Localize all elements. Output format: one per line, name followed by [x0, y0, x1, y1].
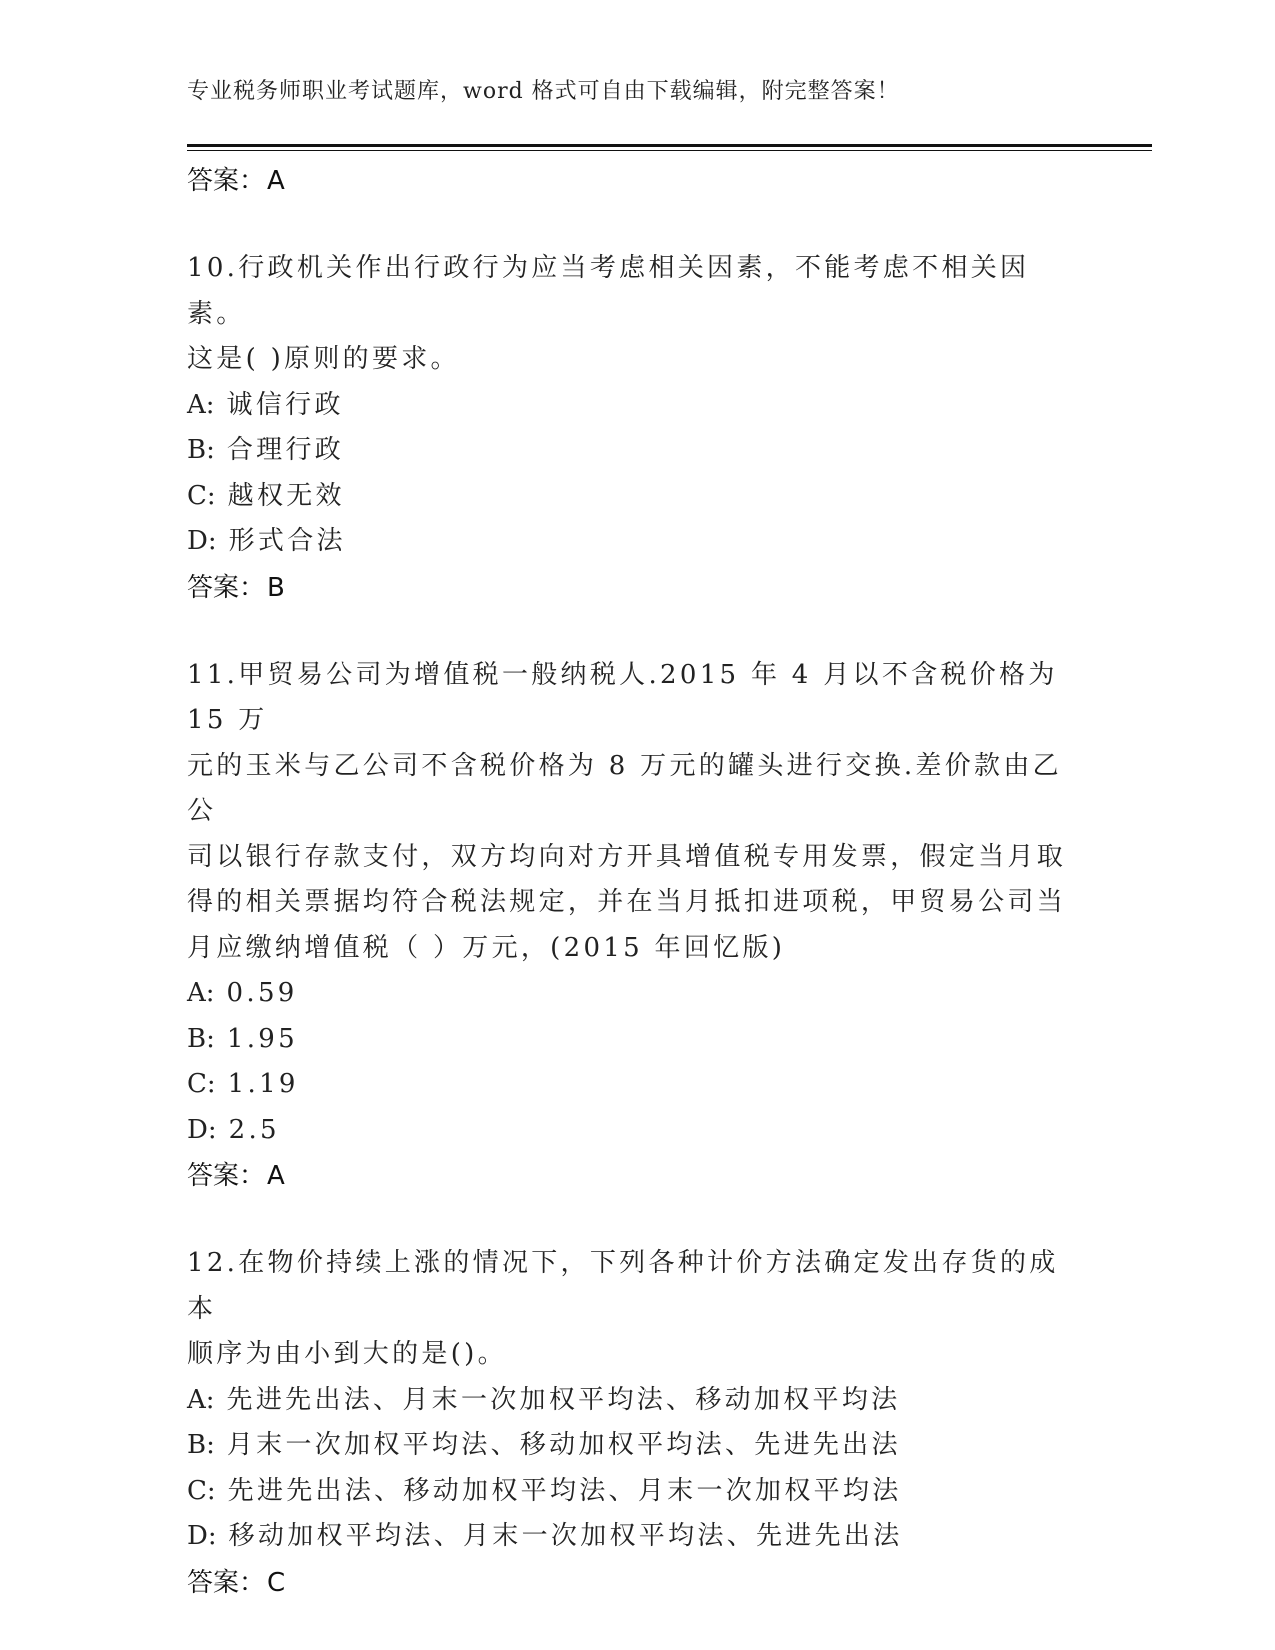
option-c	[187, 474, 1087, 520]
option-d	[187, 519, 1087, 565]
option-text: 合理行政	[226, 435, 345, 465]
answer-label: 答案：	[187, 1161, 266, 1191]
option-text: 1.19	[227, 1069, 299, 1099]
answer-line	[187, 565, 1087, 611]
option-text: 月末一次加权平均法、移动加权平均法、先进先出法	[226, 1430, 901, 1460]
option-letter: D:	[187, 1521, 217, 1551]
option-text: 诚信行政	[226, 389, 344, 420]
question-stem	[187, 653, 1087, 972]
option-text: 先进先出法、移动加权平均法、月末一次加权平均法	[227, 1475, 902, 1506]
option-text: 先进先出法、月末一次加权平均法、移动加权平均法	[226, 1384, 901, 1415]
question-12	[187, 1241, 1087, 1606]
option-b	[187, 1423, 1087, 1469]
option-d	[187, 1108, 1087, 1154]
option-letter: D:	[187, 1114, 217, 1145]
answer-value: C	[267, 1567, 286, 1598]
exam-content	[187, 158, 1087, 1606]
header-rule-thick	[187, 144, 1152, 147]
option-a	[187, 383, 1087, 429]
question-10	[187, 246, 1087, 611]
stem-line: 10.行政机关作出行政行为应当考虑相关因素，不能考虑不相关因素。	[187, 253, 1030, 329]
option-letter: C:	[187, 1475, 216, 1506]
option-b	[187, 428, 1087, 474]
stem-line: 月应缴纳增值税（ ）万元，(2015 年回忆版)	[187, 932, 786, 963]
answer-value: A	[267, 166, 285, 196]
option-letter: B:	[187, 1430, 215, 1460]
stem-line: 得的相关票据均符合税法规定，并在当月抵扣进项税，甲贸易公司当	[187, 887, 1067, 917]
answer-label: 答案：	[187, 1567, 266, 1598]
stem-line: 11.甲贸易公司为增值税一般纳税人.2015 年 4 月以不含税价格为 15 万	[187, 659, 1058, 735]
option-letter: D:	[187, 526, 217, 556]
page-header: 专业税务师职业考试题库，word 格式可自由下载编辑，附完整答案！	[187, 79, 900, 104]
answer-label: 答案：	[187, 166, 266, 196]
answer-line	[187, 1153, 1087, 1199]
option-c	[187, 1062, 1087, 1108]
option-letter: B:	[187, 1023, 215, 1054]
answer-label: 答案：	[187, 572, 266, 603]
option-letter: B:	[187, 435, 215, 465]
stem-line: 这是( )原则的要求。	[187, 344, 460, 374]
stem-line: 元的玉米与乙公司不含税价格为 8 万元的罐头进行交换.差价款由乙公	[187, 750, 1062, 826]
option-letter: A:	[187, 389, 215, 420]
option-d	[187, 1514, 1087, 1560]
option-c	[187, 1469, 1087, 1515]
question-stem	[187, 1241, 1087, 1378]
answer-value: B	[267, 572, 285, 603]
option-text: 越权无效	[227, 480, 345, 511]
option-letter: A:	[187, 978, 215, 1008]
option-letter: A:	[187, 1384, 215, 1415]
stem-line: 顺序为由小到大的是()。	[187, 1339, 507, 1369]
option-text: 1.95	[226, 1023, 298, 1054]
option-text: 2.5	[228, 1114, 280, 1145]
option-a	[187, 1378, 1087, 1424]
answer-line-previous	[187, 158, 1087, 204]
option-b	[187, 1017, 1087, 1063]
option-a	[187, 971, 1087, 1017]
option-text: 移动加权平均法、月末一次加权平均法、先进先出法	[228, 1521, 903, 1551]
header-rule-thin	[187, 150, 1152, 151]
option-letter: C:	[187, 480, 216, 511]
answer-value: A	[267, 1161, 285, 1191]
option-text: 形式合法	[228, 526, 346, 556]
question-stem	[187, 246, 1087, 383]
option-letter: C:	[187, 1069, 216, 1099]
option-text: 0.59	[226, 978, 298, 1008]
answer-line	[187, 1560, 1087, 1606]
stem-line: 司以银行存款支付，双方均向对方开具增值税专用发票，假定当月取	[187, 841, 1067, 872]
question-11	[187, 653, 1087, 1200]
stem-line: 12.在物价持续上涨的情况下，下列各种计价方法确定发出存货的成本	[187, 1248, 1059, 1324]
